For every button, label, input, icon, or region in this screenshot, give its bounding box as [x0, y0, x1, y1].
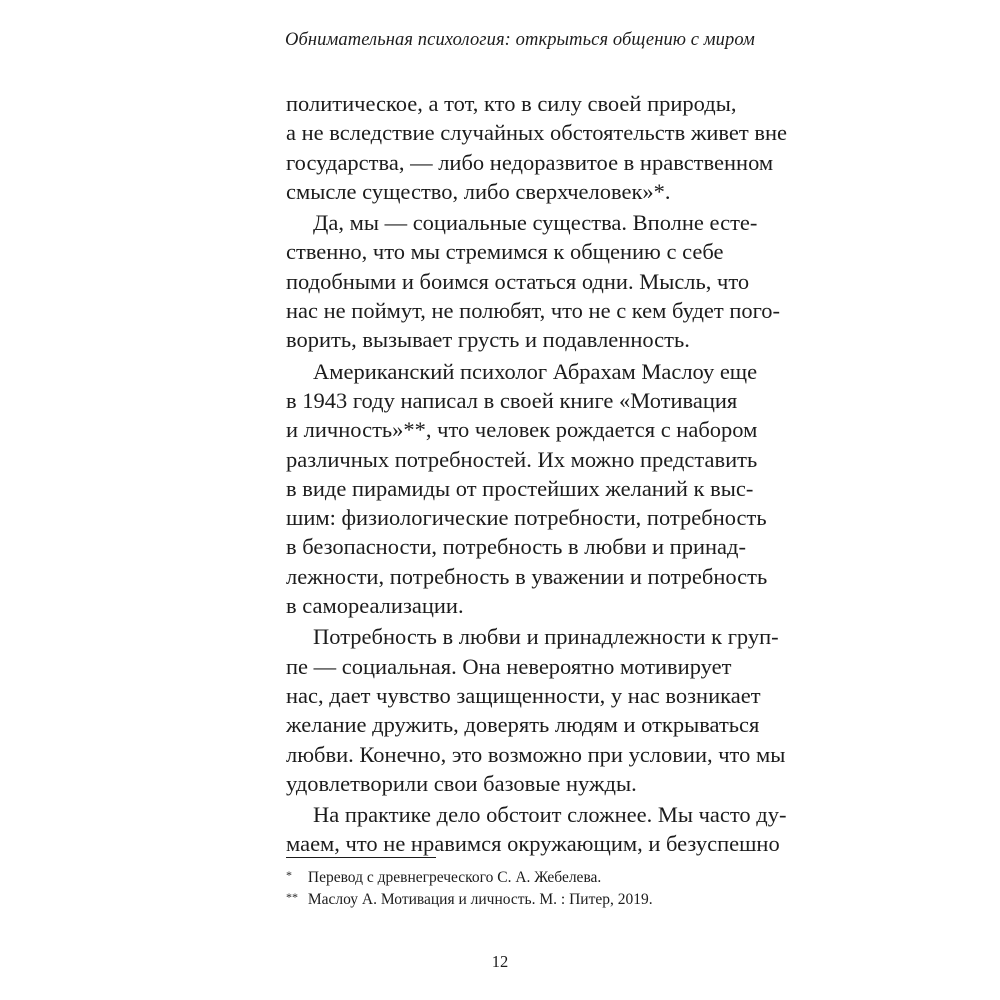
text-line: в виде пирамиды от простейших желаний к выс- [286, 475, 754, 501]
footnote-marker: * [286, 868, 292, 882]
paragraph-first-line: Потребность в любви и принадлежности к груп- [313, 624, 779, 650]
footnote-item [286, 886, 716, 908]
text-line: маем, что не нравимся окружающим, и безуспешно [286, 831, 780, 857]
text-line: шим: физиологические потребности, потребность [286, 505, 767, 531]
footnote-marker: ** [286, 890, 298, 904]
paragraph-first-line: Американский психолог Абрахам Маслоу еще [313, 358, 758, 384]
text-line: и личность»**, что человек рождается с набором [286, 417, 758, 443]
text-line: нас не поймут, не полюбят, что не с кем будет пого- [286, 298, 781, 324]
body-text [286, 89, 787, 859]
text-line: ственно, что мы стремимся к общению с себе [286, 239, 724, 265]
text-line: государства, — либо недоразвитое в нравственном [286, 149, 774, 175]
running-head: Обнимательная психология: открыться общению с миром [285, 30, 755, 50]
text-line: желание дружить, доверять людям и открываться [286, 712, 760, 738]
text-line: в самореализации. [286, 593, 464, 619]
footnote-item [286, 864, 716, 886]
text-line: пе — социальная. Она невероятно мотивирует [286, 653, 732, 679]
text-line: в безопасности, потребность в любви и принад- [286, 534, 746, 560]
footnote-text: Маслоу А. Мотивация и личность. М. : Питер, 2019. [307, 891, 653, 908]
page-number: 12 [491, 952, 509, 971]
footnote-text: Перевод с древнегреческого С. А. Жебелева. [307, 869, 602, 886]
text-line: удовлетворили свои базовые нужды. [286, 770, 637, 796]
paragraph-first-line: Да, мы — социальные существа. Вполне есте- [313, 210, 758, 236]
footnote-divider [286, 857, 436, 858]
text-line: лежности, потребность в уважении и потребность [286, 563, 768, 589]
text-line: подобными и боимся остаться одни. Мысль, что [286, 268, 750, 294]
text-line: смысле существо, либо сверхчеловек»*. [286, 178, 671, 204]
text-line: ворить, вызывает грусть и подавленность. [286, 327, 690, 353]
text-line: политическое, а тот, кто в силу своей природы, [286, 91, 737, 116]
footnotes [286, 864, 716, 908]
text-line: различных потребностей. Их можно представить [286, 446, 758, 472]
text-line: а не вследствие случайных обстоятельств живет вне [286, 120, 787, 146]
text-line: нас, дает чувство защищенности, у нас возникает [286, 682, 761, 708]
text-line: любви. Конечно, это возможно при условии, что мы [286, 741, 786, 767]
paragraph-first-line: На практике дело обстоит сложнее. Мы часто ду- [313, 802, 787, 828]
text-line: в 1943 году написал в своей книге «Мотивация [286, 387, 738, 413]
